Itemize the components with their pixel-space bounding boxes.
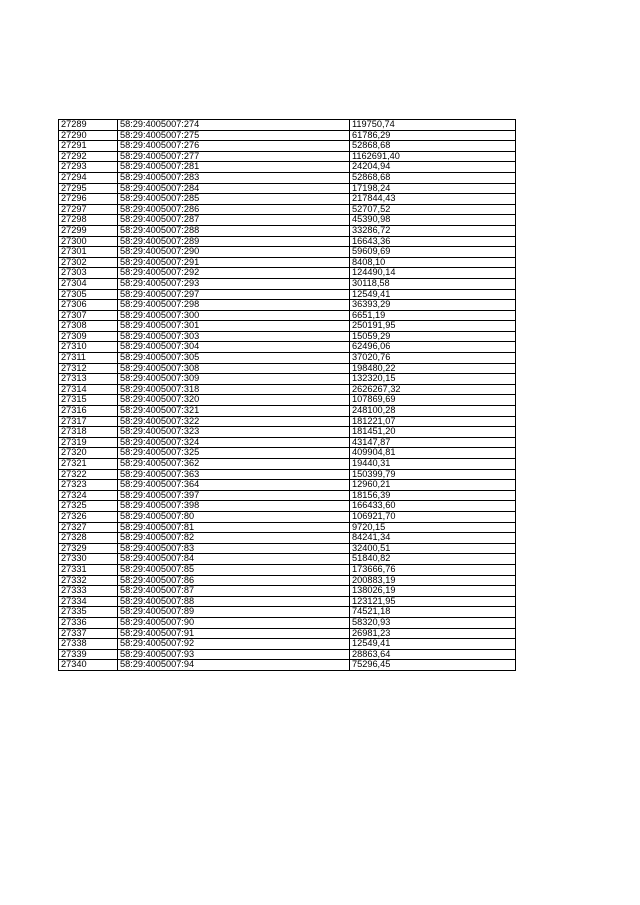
value-cell: 62496,06	[350, 342, 516, 353]
row-number-cell: 27295	[59, 183, 118, 194]
value-cell: 75296,45	[350, 660, 516, 671]
table-row	[59, 247, 516, 258]
cadastral-number-cell: 58:29:4005007:321	[118, 406, 350, 417]
table-row	[59, 342, 516, 353]
table-row	[59, 617, 516, 628]
cadastral-number-cell: 58:29:4005007:305	[118, 353, 350, 364]
cadastral-number-cell: 58:29:4005007:297	[118, 289, 350, 300]
value-cell: 24204,94	[350, 162, 516, 173]
row-number-cell: 27321	[59, 459, 118, 470]
value-cell: 132320,15	[350, 374, 516, 385]
table-row	[59, 300, 516, 311]
value-cell: 12960,21	[350, 480, 516, 491]
row-number-cell: 27305	[59, 289, 118, 300]
table-row	[59, 564, 516, 575]
row-number-cell: 27293	[59, 162, 118, 173]
value-cell: 16643,36	[350, 236, 516, 247]
row-number-cell: 27320	[59, 448, 118, 459]
cadastral-number-cell: 58:29:4005007:287	[118, 215, 350, 226]
row-number-cell: 27316	[59, 406, 118, 417]
cadastral-number-cell: 58:29:4005007:83	[118, 543, 350, 554]
value-cell: 123121,95	[350, 596, 516, 607]
row-number-cell: 27337	[59, 628, 118, 639]
row-number-cell: 27315	[59, 395, 118, 406]
row-number-cell: 27336	[59, 617, 118, 628]
cadastral-number-cell: 58:29:4005007:291	[118, 257, 350, 268]
value-cell: 248100,28	[350, 406, 516, 417]
table-row	[59, 130, 516, 141]
value-cell: 409904,81	[350, 448, 516, 459]
value-cell: 1162691,40	[350, 151, 516, 162]
value-cell: 51840,82	[350, 554, 516, 565]
table-row	[59, 374, 516, 385]
table-row	[59, 533, 516, 544]
table-row	[59, 151, 516, 162]
table-row	[59, 459, 516, 470]
table-row	[59, 141, 516, 152]
row-number-cell: 27323	[59, 480, 118, 491]
value-cell: 250191,95	[350, 321, 516, 332]
cadastral-number-cell: 58:29:4005007:364	[118, 480, 350, 491]
cadastral-number-cell: 58:29:4005007:88	[118, 596, 350, 607]
row-number-cell: 27301	[59, 247, 118, 258]
table-row	[59, 194, 516, 205]
row-number-cell: 27307	[59, 310, 118, 321]
row-number-cell: 27324	[59, 490, 118, 501]
value-cell: 30118,58	[350, 278, 516, 289]
cadastral-number-cell: 58:29:4005007:322	[118, 416, 350, 427]
table-row	[59, 289, 516, 300]
cadastral-number-cell: 58:29:4005007:397	[118, 490, 350, 501]
value-cell: 33286,72	[350, 225, 516, 236]
cadastral-number-cell: 58:29:4005007:363	[118, 469, 350, 480]
cadastral-number-cell: 58:29:4005007:81	[118, 522, 350, 533]
value-cell: 58320,93	[350, 617, 516, 628]
table-row	[59, 236, 516, 247]
table-row	[59, 427, 516, 438]
row-number-cell: 27325	[59, 501, 118, 512]
row-number-cell: 27338	[59, 639, 118, 650]
cadastral-number-cell: 58:29:4005007:398	[118, 501, 350, 512]
value-cell: 45390,98	[350, 215, 516, 226]
row-number-cell: 27327	[59, 522, 118, 533]
row-number-cell: 27319	[59, 437, 118, 448]
value-cell: 106921,70	[350, 511, 516, 522]
cadastral-number-cell: 58:29:4005007:285	[118, 194, 350, 205]
cadastral-number-cell: 58:29:4005007:308	[118, 363, 350, 374]
table-row	[59, 554, 516, 565]
value-cell: 61786,29	[350, 130, 516, 141]
row-number-cell: 27335	[59, 607, 118, 618]
table-row	[59, 416, 516, 427]
value-cell: 84241,34	[350, 533, 516, 544]
cadastral-number-cell: 58:29:4005007:323	[118, 427, 350, 438]
cadastral-number-cell: 58:29:4005007:325	[118, 448, 350, 459]
cadastral-number-cell: 58:29:4005007:276	[118, 141, 350, 152]
cadastral-number-cell: 58:29:4005007:301	[118, 321, 350, 332]
value-cell: 124490,14	[350, 268, 516, 279]
table-row	[59, 204, 516, 215]
value-cell: 138026,19	[350, 586, 516, 597]
row-number-cell: 27298	[59, 215, 118, 226]
cadastral-number-cell: 58:29:4005007:90	[118, 617, 350, 628]
table-row	[59, 437, 516, 448]
table-row	[59, 278, 516, 289]
value-cell: 12549,41	[350, 289, 516, 300]
row-number-cell: 27314	[59, 384, 118, 395]
cadastral-number-cell: 58:29:4005007:275	[118, 130, 350, 141]
cadastral-number-cell: 58:29:4005007:286	[118, 204, 350, 215]
row-number-cell: 27299	[59, 225, 118, 236]
table-row	[59, 162, 516, 173]
value-cell: 28863,64	[350, 649, 516, 660]
row-number-cell: 27290	[59, 130, 118, 141]
table-body	[59, 120, 516, 671]
table-row	[59, 543, 516, 554]
cadastral-number-cell: 58:29:4005007:318	[118, 384, 350, 395]
cadastral-number-cell: 58:29:4005007:91	[118, 628, 350, 639]
table-row	[59, 268, 516, 279]
value-cell: 107869,69	[350, 395, 516, 406]
table-row	[59, 480, 516, 491]
row-number-cell: 27329	[59, 543, 118, 554]
cadastral-number-cell: 58:29:4005007:300	[118, 310, 350, 321]
table-row	[59, 596, 516, 607]
value-cell: 200883,19	[350, 575, 516, 586]
cadastral-number-cell: 58:29:4005007:324	[118, 437, 350, 448]
row-number-cell: 27330	[59, 554, 118, 565]
value-cell: 6651,19	[350, 310, 516, 321]
value-cell: 59609,69	[350, 247, 516, 258]
value-cell: 8408,10	[350, 257, 516, 268]
table-row	[59, 384, 516, 395]
value-cell: 52868,68	[350, 172, 516, 183]
cadastral-number-cell: 58:29:4005007:362	[118, 459, 350, 470]
cadastral-number-cell: 58:29:4005007:304	[118, 342, 350, 353]
table-row	[59, 363, 516, 374]
value-cell: 173666,76	[350, 564, 516, 575]
cadastral-number-cell: 58:29:4005007:320	[118, 395, 350, 406]
cadastral-number-cell: 58:29:4005007:80	[118, 511, 350, 522]
cadastral-number-cell: 58:29:4005007:290	[118, 247, 350, 258]
cadastral-number-cell: 58:29:4005007:274	[118, 120, 350, 131]
data-table	[58, 119, 516, 671]
row-number-cell: 27311	[59, 353, 118, 364]
table-row	[59, 469, 516, 480]
table-row	[59, 586, 516, 597]
value-cell: 9720,15	[350, 522, 516, 533]
row-number-cell: 27326	[59, 511, 118, 522]
cadastral-number-cell: 58:29:4005007:288	[118, 225, 350, 236]
value-cell: 12549,41	[350, 639, 516, 650]
value-cell: 36393,29	[350, 300, 516, 311]
value-cell: 52707,52	[350, 204, 516, 215]
cadastral-number-cell: 58:29:4005007:303	[118, 331, 350, 342]
cadastral-number-cell: 58:29:4005007:87	[118, 586, 350, 597]
cadastral-number-cell: 58:29:4005007:92	[118, 639, 350, 650]
row-number-cell: 27297	[59, 204, 118, 215]
value-cell: 19440,31	[350, 459, 516, 470]
row-number-cell: 27302	[59, 257, 118, 268]
row-number-cell: 27304	[59, 278, 118, 289]
value-cell: 119750,74	[350, 120, 516, 131]
table-row	[59, 257, 516, 268]
value-cell: 52868,68	[350, 141, 516, 152]
table-row	[59, 172, 516, 183]
row-number-cell: 27318	[59, 427, 118, 438]
table-row	[59, 448, 516, 459]
row-number-cell: 27334	[59, 596, 118, 607]
cadastral-number-cell: 58:29:4005007:85	[118, 564, 350, 575]
cadastral-number-cell: 58:29:4005007:86	[118, 575, 350, 586]
row-number-cell: 27322	[59, 469, 118, 480]
value-cell: 17198,24	[350, 183, 516, 194]
cadastral-number-cell: 58:29:4005007:292	[118, 268, 350, 279]
value-cell: 26981,23	[350, 628, 516, 639]
value-cell: 166433,60	[350, 501, 516, 512]
table-row	[59, 511, 516, 522]
table-row	[59, 607, 516, 618]
value-cell: 18156,39	[350, 490, 516, 501]
value-cell: 43147,87	[350, 437, 516, 448]
row-number-cell: 27291	[59, 141, 118, 152]
table-row	[59, 522, 516, 533]
table-row	[59, 331, 516, 342]
row-number-cell: 27331	[59, 564, 118, 575]
row-number-cell: 27294	[59, 172, 118, 183]
row-number-cell: 27328	[59, 533, 118, 544]
value-cell: 2626267,32	[350, 384, 516, 395]
table-row	[59, 490, 516, 501]
table-row	[59, 120, 516, 131]
value-cell: 217844,43	[350, 194, 516, 205]
row-number-cell: 27300	[59, 236, 118, 247]
row-number-cell: 27310	[59, 342, 118, 353]
cadastral-number-cell: 58:29:4005007:289	[118, 236, 350, 247]
table-row	[59, 406, 516, 417]
row-number-cell: 27308	[59, 321, 118, 332]
value-cell: 32400,51	[350, 543, 516, 554]
table-row	[59, 639, 516, 650]
value-cell: 15059,29	[350, 331, 516, 342]
row-number-cell: 27289	[59, 120, 118, 131]
cadastral-number-cell: 58:29:4005007:82	[118, 533, 350, 544]
cadastral-number-cell: 58:29:4005007:84	[118, 554, 350, 565]
row-number-cell: 27317	[59, 416, 118, 427]
cadastral-number-cell: 58:29:4005007:277	[118, 151, 350, 162]
row-number-cell: 27313	[59, 374, 118, 385]
row-number-cell: 27339	[59, 649, 118, 660]
value-cell: 181221,07	[350, 416, 516, 427]
cadastral-number-cell: 58:29:4005007:281	[118, 162, 350, 173]
cadastral-number-cell: 58:29:4005007:94	[118, 660, 350, 671]
table-row	[59, 395, 516, 406]
row-number-cell: 27292	[59, 151, 118, 162]
cadastral-number-cell: 58:29:4005007:309	[118, 374, 350, 385]
table-row	[59, 310, 516, 321]
table-row	[59, 575, 516, 586]
value-cell: 74521,18	[350, 607, 516, 618]
table-row	[59, 628, 516, 639]
row-number-cell: 27296	[59, 194, 118, 205]
table-row	[59, 501, 516, 512]
cadastral-number-cell: 58:29:4005007:284	[118, 183, 350, 194]
row-number-cell: 27309	[59, 331, 118, 342]
table-row	[59, 649, 516, 660]
table-row	[59, 353, 516, 364]
cadastral-number-cell: 58:29:4005007:89	[118, 607, 350, 618]
row-number-cell: 27333	[59, 586, 118, 597]
row-number-cell: 27312	[59, 363, 118, 374]
table-row	[59, 183, 516, 194]
cadastral-number-cell: 58:29:4005007:93	[118, 649, 350, 660]
row-number-cell: 27340	[59, 660, 118, 671]
value-cell: 150399,79	[350, 469, 516, 480]
table-row	[59, 321, 516, 332]
row-number-cell: 27332	[59, 575, 118, 586]
row-number-cell: 27303	[59, 268, 118, 279]
row-number-cell: 27306	[59, 300, 118, 311]
value-cell: 181451,20	[350, 427, 516, 438]
table-row	[59, 660, 516, 671]
value-cell: 37020,76	[350, 353, 516, 364]
value-cell: 198480,22	[350, 363, 516, 374]
cadastral-number-cell: 58:29:4005007:298	[118, 300, 350, 311]
cadastral-number-cell: 58:29:4005007:283	[118, 172, 350, 183]
table-row	[59, 215, 516, 226]
cadastral-number-cell: 58:29:4005007:293	[118, 278, 350, 289]
table-row	[59, 225, 516, 236]
